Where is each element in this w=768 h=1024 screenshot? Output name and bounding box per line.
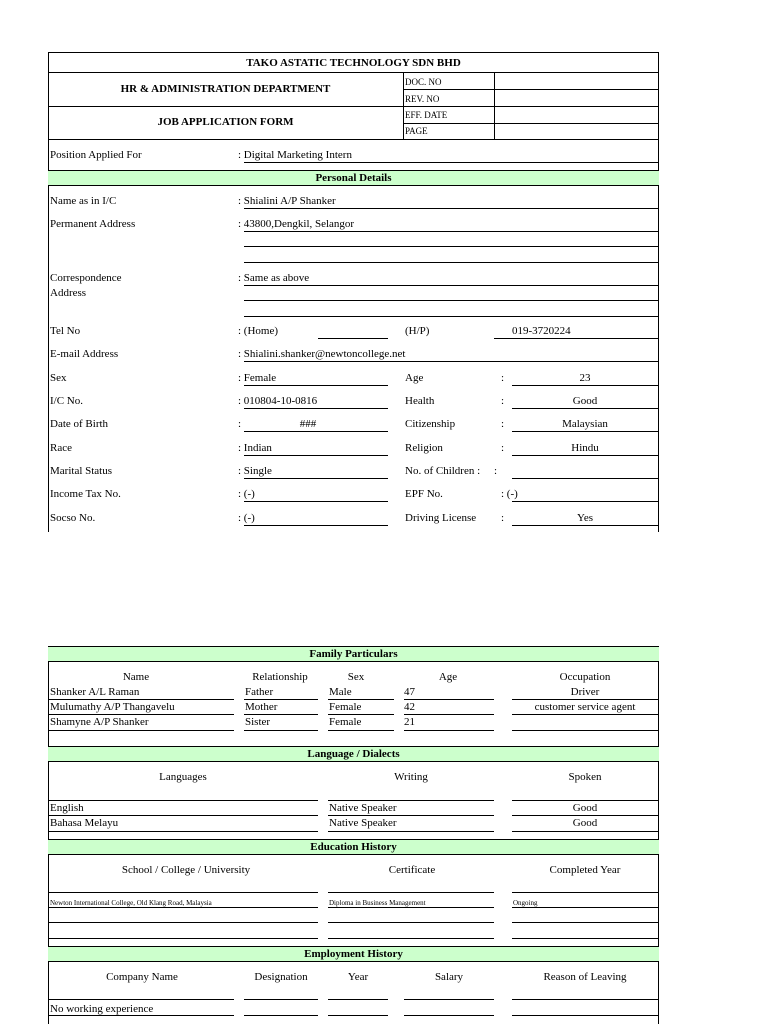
- family-header-relationship: Relationship: [252, 671, 308, 683]
- language-writing[interactable]: Native Speaker: [329, 802, 397, 814]
- family-sex[interactable]: Male: [329, 686, 352, 698]
- meta-label-rev: REV. NO: [405, 94, 440, 104]
- family-line: [512, 730, 658, 731]
- language-line: [328, 815, 494, 816]
- education-line: [328, 938, 494, 939]
- language-line: [512, 815, 658, 816]
- language-name[interactable]: English: [50, 802, 84, 814]
- family-header-occupation: Occupation: [559, 671, 611, 683]
- employment-header-designation: Designation: [254, 971, 308, 983]
- language-line: [328, 800, 494, 801]
- socso-line: [244, 525, 388, 526]
- race-line: [244, 455, 388, 456]
- education-line: [512, 922, 658, 923]
- address-line-2: [244, 246, 658, 247]
- ic-label: I/C No.: [50, 395, 83, 407]
- health-value[interactable]: Good: [572, 395, 598, 407]
- language-name[interactable]: Bahasa Melayu: [50, 817, 119, 829]
- family-line: [244, 730, 318, 731]
- age-colon: :: [501, 372, 505, 384]
- tel-label: Tel No: [50, 325, 81, 337]
- family-occupation[interactable]: customer service agent: [534, 701, 636, 713]
- email-line: [244, 361, 658, 362]
- employment-line: [328, 999, 388, 1000]
- race-label: Race: [50, 442, 72, 454]
- language-writing[interactable]: Native Speaker: [329, 817, 397, 829]
- citizenship-colon: :: [501, 418, 505, 430]
- citizenship-line: [512, 431, 658, 432]
- form-right-border: [658, 140, 659, 532]
- meta-label-page: PAGE: [405, 126, 428, 136]
- license-colon: :: [501, 512, 505, 524]
- family-line: [244, 699, 318, 700]
- sex-value[interactable]: : Female: [238, 372, 277, 384]
- education-band: Education History: [48, 839, 659, 855]
- education-line: [328, 922, 494, 923]
- education-line: [48, 938, 318, 939]
- language-header-languages: Languages: [159, 771, 207, 783]
- section2-left-border: [48, 646, 49, 1024]
- employment-line: [512, 999, 658, 1000]
- dob-line: [244, 431, 388, 432]
- family-occupation[interactable]: Driver: [570, 686, 600, 698]
- age-line: [512, 385, 658, 386]
- race-value[interactable]: : Indian: [238, 442, 272, 454]
- health-line: [512, 408, 658, 409]
- family-line: [48, 699, 234, 700]
- age-value[interactable]: 23: [579, 372, 591, 384]
- children-colon: :: [494, 465, 498, 477]
- education-certificate[interactable]: Diploma in Business Management: [329, 899, 426, 907]
- tel-home-line[interactable]: [318, 338, 388, 339]
- family-age[interactable]: 42: [404, 701, 415, 713]
- employment-header-reason: Reason of Leaving: [543, 971, 627, 983]
- language-header-writing: Writing: [394, 771, 428, 783]
- education-header-school: School / College / University: [121, 864, 251, 876]
- email-label: E-mail Address: [50, 348, 119, 360]
- address-label: Permanent Address: [50, 218, 136, 230]
- family-relationship[interactable]: Father: [245, 686, 274, 698]
- employment-line: [328, 1015, 388, 1016]
- education-header-certificate: Certificate: [388, 864, 436, 876]
- employment-line: [48, 1015, 234, 1016]
- meta-row-line: [403, 106, 659, 107]
- citizenship-value[interactable]: Malaysian: [562, 418, 608, 430]
- family-line: [512, 714, 658, 715]
- education-school[interactable]: Newton International College, Old Klang Road, Malaysia: [50, 899, 212, 907]
- children-line[interactable]: [512, 478, 658, 479]
- health-colon: :: [501, 395, 505, 407]
- religion-line: [512, 455, 658, 456]
- tax-label: Income Tax No.: [50, 488, 121, 500]
- language-line: [48, 831, 318, 832]
- header-divider-2: [48, 106, 403, 107]
- family-name[interactable]: Shanker A/L Raman: [50, 686, 140, 698]
- family-header-age: Age: [438, 671, 458, 683]
- employment-header-year: Year: [347, 971, 369, 983]
- language-header-spoken: Spoken: [568, 771, 602, 783]
- dob-colon: :: [238, 418, 242, 430]
- family-name[interactable]: Shamyne A/P Shanker: [50, 716, 149, 728]
- education-year[interactable]: Ongoing: [513, 899, 538, 907]
- education-line: [512, 907, 658, 908]
- correspondence-label: Correspondence: [50, 272, 122, 284]
- education-line: [328, 892, 494, 893]
- correspondence-label-2: Address: [50, 287, 87, 299]
- email-value[interactable]: : Shialini.shanker@newtoncollege.net: [238, 348, 406, 360]
- license-value[interactable]: Yes: [576, 512, 593, 524]
- tax-line: [244, 501, 388, 502]
- meta-label-doc: DOC. NO: [405, 77, 442, 87]
- tel-hp-value[interactable]: 019-3720224: [512, 325, 571, 337]
- marital-value[interactable]: : Single: [238, 465, 272, 477]
- tel-home-label: : (Home): [238, 325, 279, 337]
- education-line: [48, 892, 318, 893]
- epf-value[interactable]: : (-): [501, 488, 518, 500]
- family-line: [328, 714, 394, 715]
- family-line: [512, 699, 658, 700]
- section2-right-border: [658, 646, 659, 1024]
- family-header-sex: Sex: [347, 671, 365, 683]
- form-title: JOB APPLICATION FORM: [157, 116, 294, 128]
- education-line: [48, 922, 318, 923]
- license-label: Driving License: [405, 512, 477, 524]
- employment-line: [404, 999, 494, 1000]
- family-name[interactable]: Mulumathy A/P Thangavelu: [50, 701, 175, 713]
- meta-label-eff: EFF. DATE: [405, 110, 448, 120]
- family-line: [48, 714, 234, 715]
- family-line: [244, 714, 318, 715]
- employment-line: [512, 1015, 658, 1016]
- tax-value[interactable]: : (-): [238, 488, 255, 500]
- employment-header-salary: Salary: [434, 971, 464, 983]
- age-label: Age: [405, 372, 424, 384]
- education-line: [48, 907, 318, 908]
- employment-line: [244, 999, 318, 1000]
- marital-label: Marital Status: [50, 465, 113, 477]
- epf-label: EPF No.: [405, 488, 443, 500]
- department-name: HR & ADMINISTRATION DEPARTMENT: [120, 83, 331, 95]
- dob-value[interactable]: ###: [299, 418, 317, 430]
- personal-details-band: Personal Details: [48, 170, 659, 186]
- education-line: [328, 907, 494, 908]
- socso-label: Socso No.: [50, 512, 96, 524]
- language-spoken[interactable]: Good: [572, 817, 598, 829]
- education-line: [512, 892, 658, 893]
- corr-line-2: [244, 300, 658, 301]
- address-value[interactable]: : 43800,Dengkil, Selangor: [238, 218, 355, 230]
- religion-label: Religion: [405, 442, 443, 454]
- header-divider: [48, 72, 659, 73]
- education-line: [512, 938, 658, 939]
- sex-label: Sex: [50, 372, 67, 384]
- children-label: No. of Children :: [405, 465, 481, 477]
- marital-line: [244, 478, 388, 479]
- health-label: Health: [405, 395, 435, 407]
- meta-row-line: [403, 123, 659, 124]
- position-label: Position Applied For: [50, 149, 142, 161]
- language-spoken[interactable]: Good: [572, 802, 598, 814]
- family-age[interactable]: 21: [404, 716, 415, 728]
- socso-value[interactable]: : (-): [238, 512, 255, 524]
- form-left-border: [48, 140, 49, 532]
- employment-company[interactable]: No working experience: [50, 1003, 154, 1015]
- family-band: Family Particulars: [48, 646, 659, 662]
- family-line: [328, 730, 394, 731]
- tel-hp-label: (H/P): [405, 325, 430, 337]
- language-line: [512, 800, 658, 801]
- tel-hp-line: [494, 338, 658, 339]
- corr-line-1: [244, 285, 658, 286]
- family-sex[interactable]: Female: [329, 716, 362, 728]
- ic-value[interactable]: : 010804-10-0816: [238, 395, 318, 407]
- name-line: [244, 208, 658, 209]
- language-line: [328, 831, 494, 832]
- education-header-year: Completed Year: [549, 864, 621, 876]
- language-line: [48, 815, 318, 816]
- employment-band: Employment History: [48, 946, 659, 962]
- language-band: Language / Dialects: [48, 746, 659, 762]
- position-line: [244, 162, 658, 163]
- name-label: Name as in I/C: [50, 195, 117, 207]
- company-name: TAKO ASTATIC TECHNOLOGY SDN BHD: [246, 57, 461, 69]
- address-line-3: [244, 262, 658, 263]
- employment-line: [404, 1015, 494, 1016]
- license-line: [512, 525, 658, 526]
- ic-line: [244, 408, 388, 409]
- family-line: [48, 730, 234, 731]
- correspondence-value[interactable]: : Same as above: [238, 272, 310, 284]
- family-line: [404, 730, 494, 731]
- corr-line-3: [244, 316, 658, 317]
- family-sex[interactable]: Female: [329, 701, 362, 713]
- family-relationship[interactable]: Sister: [245, 716, 271, 728]
- family-relationship[interactable]: Mother: [245, 701, 278, 713]
- sex-line: [244, 385, 388, 386]
- religion-value[interactable]: Hindu: [571, 442, 599, 454]
- employment-line: [244, 1015, 318, 1016]
- employment-line: [48, 999, 234, 1000]
- citizenship-label: Citizenship: [405, 418, 456, 430]
- position-value[interactable]: : Digital Marketing Intern: [238, 149, 352, 161]
- family-line: [404, 714, 494, 715]
- epf-line: [512, 501, 658, 502]
- family-age[interactable]: 47: [404, 686, 415, 698]
- employment-header-company: Company Name: [106, 971, 178, 983]
- meta-row-line: [403, 89, 659, 90]
- language-line: [48, 800, 318, 801]
- language-line: [512, 831, 658, 832]
- family-line: [404, 699, 494, 700]
- address-line-1: [244, 231, 658, 232]
- name-value[interactable]: : Shialini A/P Shanker: [238, 195, 336, 207]
- dob-label: Date of Birth: [50, 418, 109, 430]
- religion-colon: :: [501, 442, 505, 454]
- family-line: [328, 699, 394, 700]
- family-header-name: Name: [122, 671, 150, 683]
